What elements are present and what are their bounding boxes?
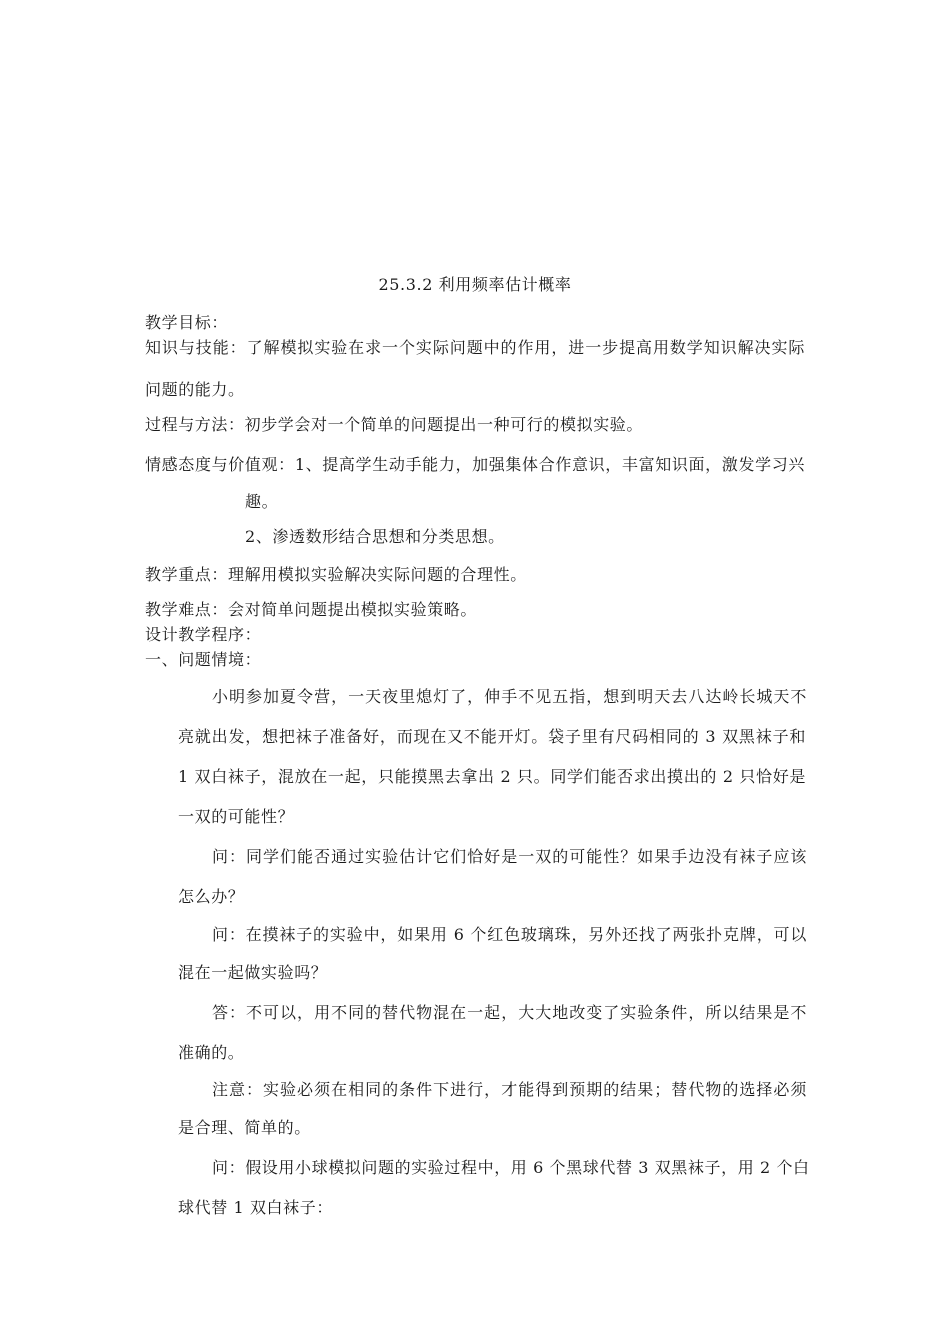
question-2-line-2: 混在一起做实验吗？ xyxy=(178,963,328,982)
key-point-line: 教学重点：理解用模拟实验解决实际问题的合理性。 xyxy=(145,565,527,584)
paragraph-1-line-1: 小明参加夏令营，一天夜里熄灯了，伸手不见五指，想到明天去八达岭长城天不 xyxy=(212,687,807,706)
paragraph-1-line-4: 一双的可能性？ xyxy=(178,807,295,826)
question-3-line-2: 球代替 1 双白袜子： xyxy=(178,1198,333,1217)
attitude-values-line-3: 2、渗透数形结合思想和分类思想。 xyxy=(245,527,505,546)
answer-1-line-1: 答：不可以，用不同的替代物混在一起，大大地改变了实验条件，所以结果是不 xyxy=(212,1003,807,1022)
attitude-values-line-1: 情感态度与价值观：1、提高学生动手能力，加强集体合作意识，丰富知识面，激发学习兴 xyxy=(145,455,805,474)
question-3-line-1: 问：假设用小球模拟问题的实验过程中，用 6 个黑球代替 3 双黑袜子，用 2 个白 xyxy=(212,1158,810,1177)
paragraph-1-line-2: 亮就出发，想把袜子准备好，而现在又不能开灯。袋子里有尺码相同的 3 双黑袜子和 xyxy=(178,727,806,746)
document-title: 25.3.2 利用频率估计概率 xyxy=(378,275,572,294)
question-1-line-2: 怎么办？ xyxy=(178,887,245,906)
attitude-values-line-2: 趣。 xyxy=(245,492,279,511)
knowledge-skills-line-2: 问题的能力。 xyxy=(145,380,245,399)
process-method-line: 过程与方法：初步学会对一个简单的问题提出一种可行的模拟实验。 xyxy=(145,415,644,434)
answer-1-line-2: 准确的。 xyxy=(178,1043,245,1062)
question-1-line-1: 问：同学们能否通过实验估计它们恰好是一双的可能性？如果手边没有袜子应该 xyxy=(212,847,807,866)
paragraph-1-line-3: 1 双白袜子，混放在一起，只能摸黑去拿出 2 只。同学们能否求出摸出的 2 只恰好是 xyxy=(178,767,806,786)
procedure-heading: 设计教学程序： xyxy=(145,625,262,644)
knowledge-skills-line-1: 知识与技能：了解模拟实验在求一个实际问题中的作用，进一步提高用数学知识解决实际 xyxy=(145,338,805,357)
section-heading-problem-situation: 一、问题情境： xyxy=(145,650,262,669)
note-line-1: 注意：实验必须在相同的条件下进行，才能得到预期的结果；替代物的选择必须 xyxy=(212,1080,807,1099)
question-2-line-1: 问：在摸袜子的实验中，如果用 6 个红色玻璃珠，另外还找了两张扑克牌，可以 xyxy=(212,925,807,944)
difficulty-line: 教学难点：会对简单问题提出模拟实验策略。 xyxy=(145,600,478,619)
objectives-heading: 教学目标： xyxy=(145,313,229,332)
note-line-2: 是合理、简单的。 xyxy=(178,1118,311,1137)
